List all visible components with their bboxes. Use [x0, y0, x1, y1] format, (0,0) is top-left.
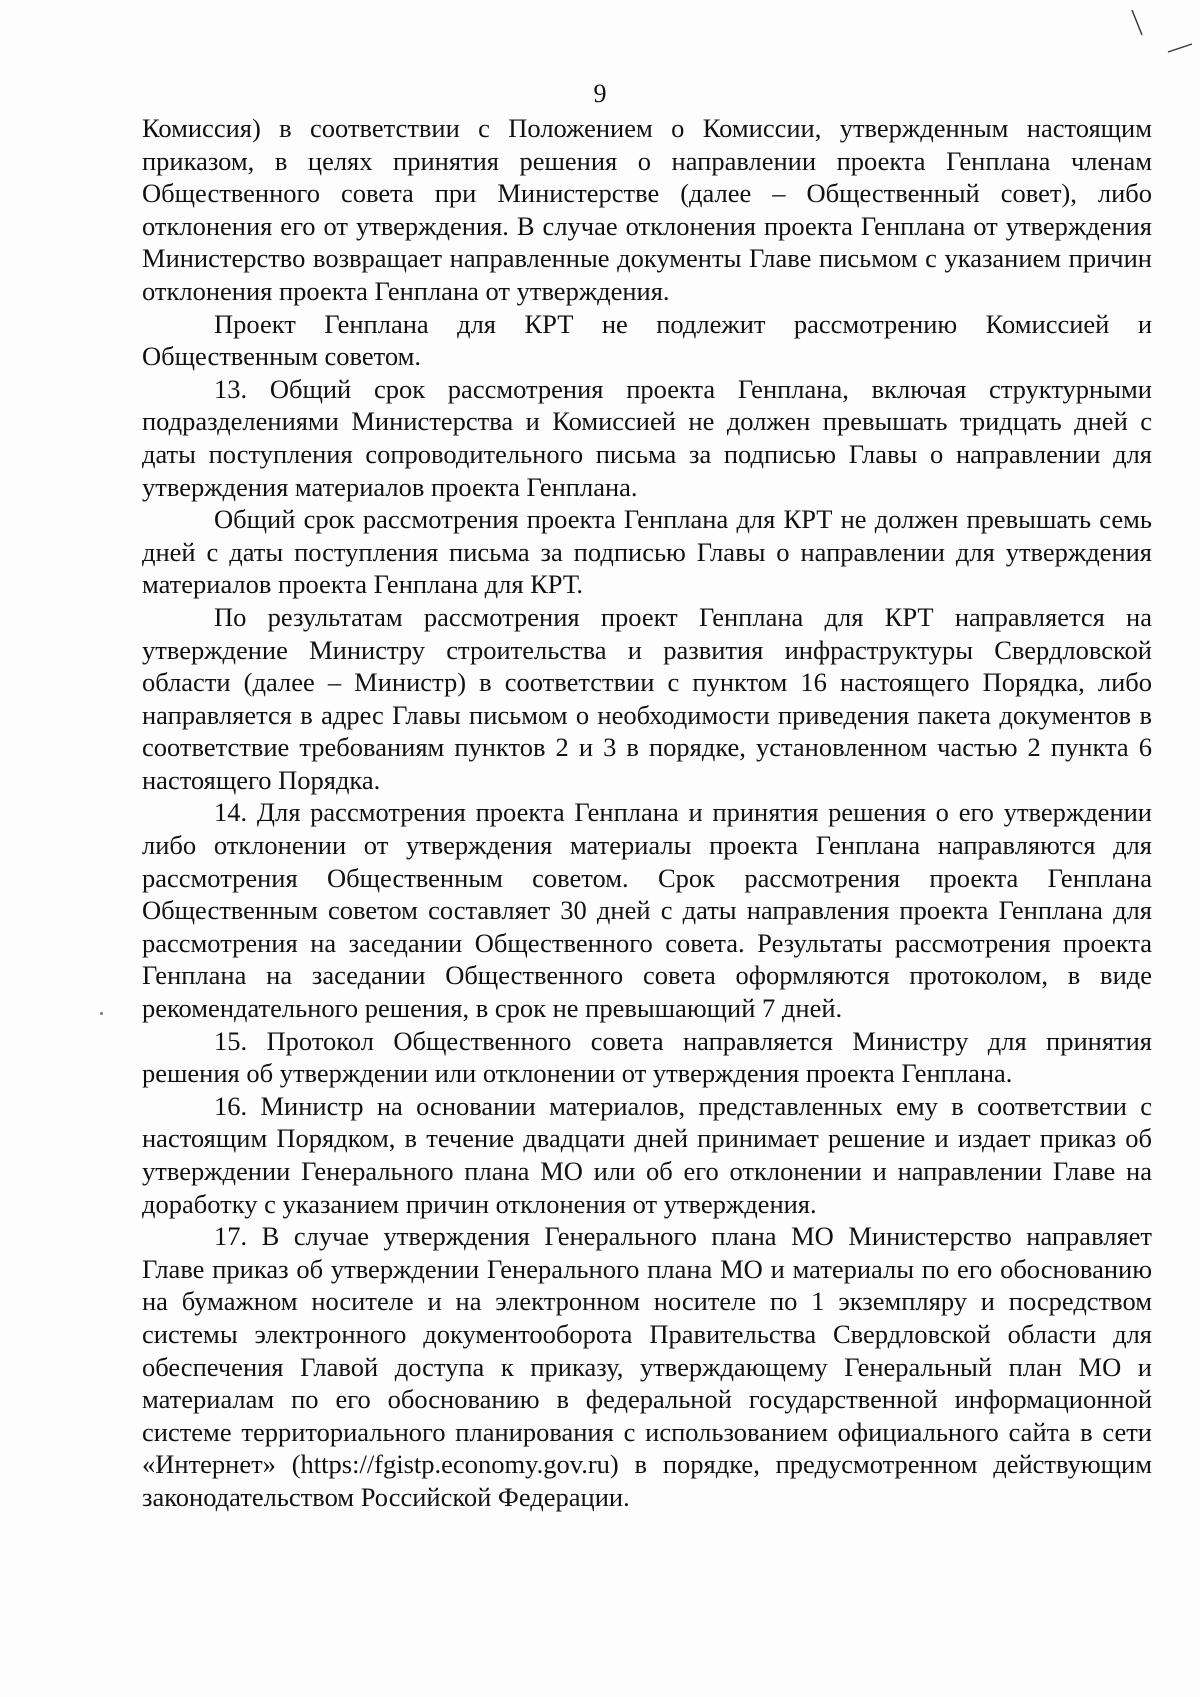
scan-speck	[100, 1012, 103, 1015]
paragraph-krt-not-reviewed: Проект Генплана для КРТ не подлежит рассмотрению Комиссией и Общественным советом.	[142, 308, 1152, 372]
paragraph-commission-continuation: Комиссия) в соответствии с Положением о Комиссии, утвержденным настоящим приказом, в целях принятия решения о направлении проекта Генплана членам Общественного совета при Министерстве (далее – Общественный совет), либо отклонения его от утверждения. В случае отклонения проекта Генплана от утверждения Министерство возвращает направленные документы Главе письмом с указанием причин отклонения проекта Генплана от утверждения.	[142, 113, 1152, 306]
document-body	[142, 112, 1152, 1514]
paragraph-item-13: 13. Общий срок рассмотрения проекта Генплана, включая структурными подразделениями Министерства и Комиссией не должен превышать тридцать дней с даты поступления сопроводительного письма за подписью Главы о направлении для утверждения материалов проекта Генплана.	[142, 373, 1152, 502]
paragraph-item-14: 14. Для рассмотрения проекта Генплана и принятия решения о его утверждении либо отклонении от утверждения материалы проекта Генплана направляются для рассмотрения Общественным советом. Срок рассмотрения проекта Генплана Общественным советом составляет 30 дней с даты направления проекта Генплана для рассмотрения на заседании Общественного совета. Результаты рассмотрения проекта Генплана на заседании Общественного совета оформляются протоколом, в виде рекомендательного решения, в срок не превышающий 7 дней.	[142, 797, 1152, 1024]
paragraph-krt-review-result: По результатам рассмотрения проект Генплана для КРТ направляется на утверждение Министру строительства и развития инфраструктуры Свердловской области (далее – Министр) в соответствии с пунктом 16 настоящего Порядка, либо направляется в адрес Главы письмом о необходимости приведения пакета документов в соответствие требованиям пунктов 2 и 3 в порядке, установленном частью 2 пункта 6 настоящего Порядка.	[142, 601, 1152, 795]
scan-corner-mark	[1080, 0, 1200, 80]
paragraph-item-15: 15. Протокол Общественного совета направляется Министру для принятия решения об утверждении или отклонении от утверждения проекта Генплана.	[142, 1025, 1152, 1089]
paragraph-item-17: 17. В случае утверждения Генерального плана МО Министерство направляет Главе приказ об утверждении Генерального плана МО и материалы по его обоснованию на бумажном носителе и на электронном носителе по 1 экземпляру и посредством системы электронного документооборота Правительства Свердловской области для обеспечения Главой доступа к приказу, утверждающему Генеральный план МО и материалам по его обоснованию в федеральной государственной информационной системе территориального планирования с использованием официального сайта в сети «Интернет» (https://fgistp.economy.gov.ru) в порядке, предусмотренном действующим законодательством Российской Федерации.	[142, 1221, 1152, 1512]
paragraph-krt-review-term: Общий срок рассмотрения проекта Генплана для КРТ не должен превышать семь дней с даты поступления письма за подписью Главы о направлении для утверждения материалов проекта Генплана для КРТ.	[142, 504, 1152, 600]
page-number: 9	[593, 79, 607, 108]
paragraph-item-16: 16. Министр на основании материалов, представленных ему в соответствии с настоящим Порядком, в течение двадцати дней принимает решение и издает приказ об утверждении Генерального плана МО или об его отклонении и направлении Главе на доработку с указанием причин отклонения от утверждения.	[142, 1090, 1152, 1219]
